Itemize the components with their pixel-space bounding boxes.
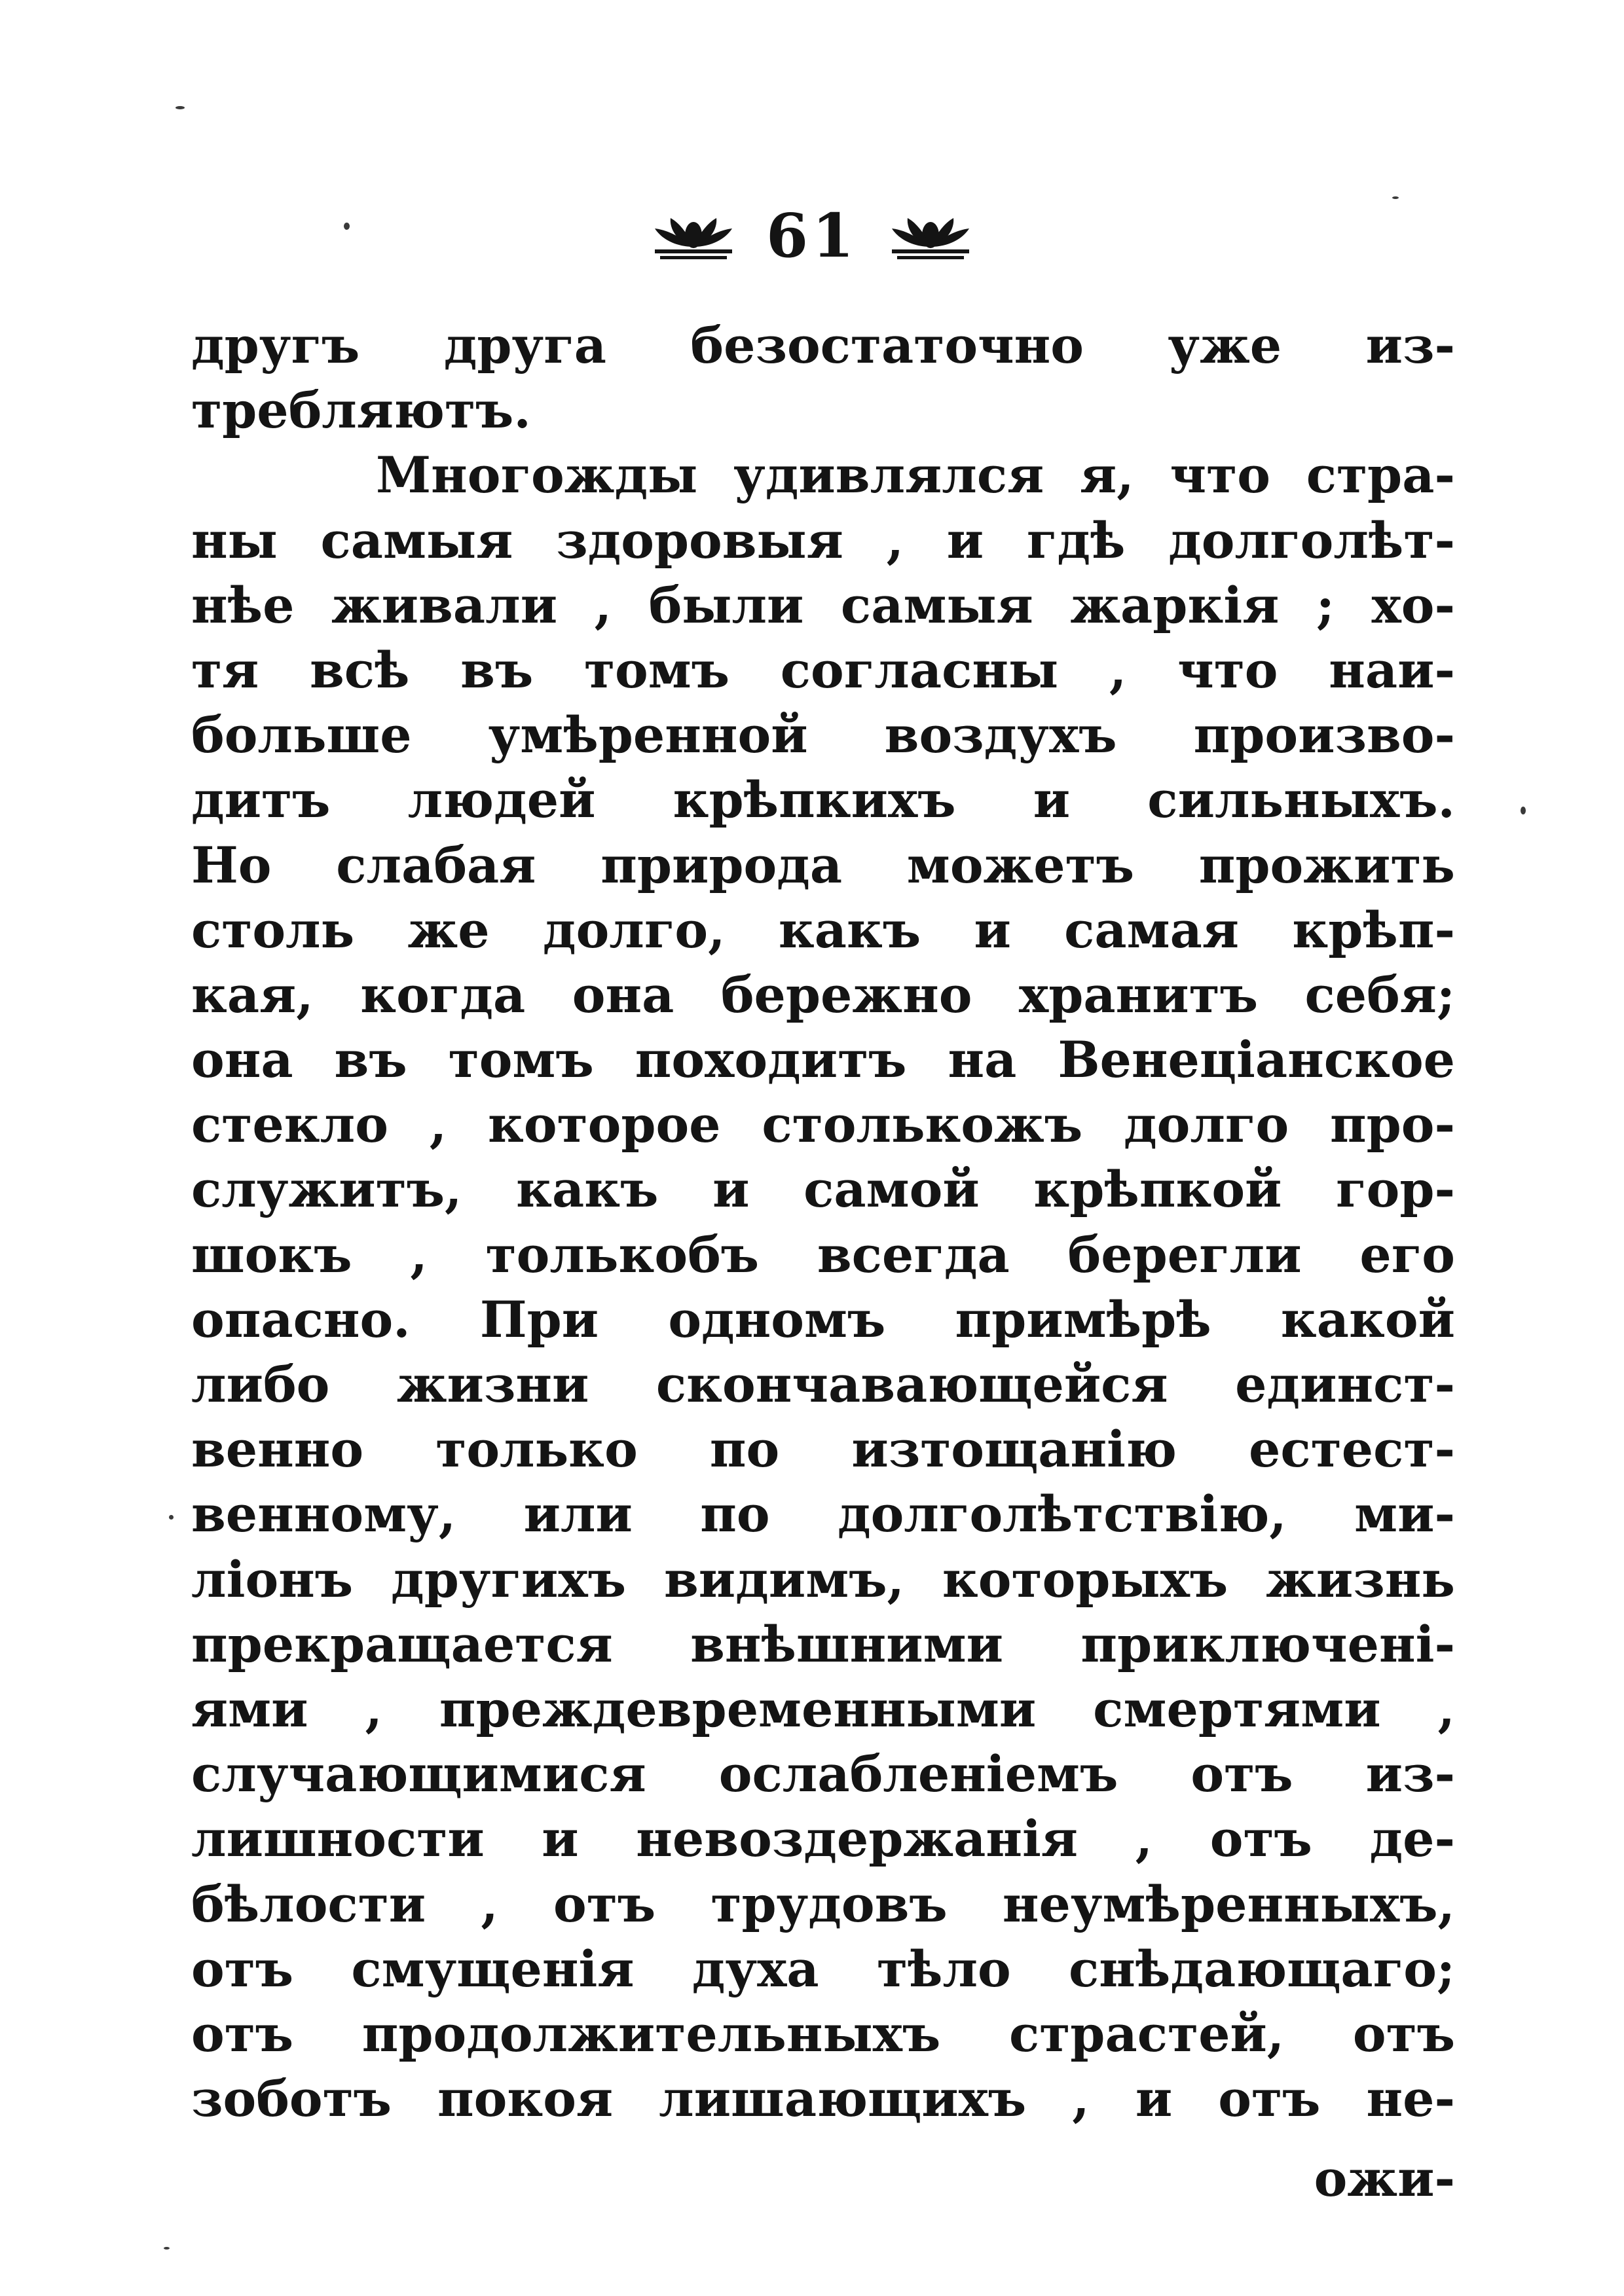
- text-line: ліонъ другихъ видимъ, которыхъ жизнь: [191, 1550, 1455, 1609]
- text-line: бѣлости , отъ трудовъ неумѣренныхъ,: [191, 1874, 1455, 1933]
- text-line: она въ томъ походитъ на Венеціанское: [191, 1030, 1455, 1089]
- text-line: венно только по изтощанію естест-: [191, 1420, 1455, 1479]
- paper-speck: [344, 223, 350, 230]
- text-line: больше умѣренной воздухъ произво-: [191, 706, 1455, 765]
- text-line: ны самыя здоровыя , и гдѣ долголѣт-: [191, 511, 1455, 570]
- text-line: стекло , которое столькожъ долго про-: [191, 1095, 1455, 1154]
- paper-speck: [169, 1515, 174, 1520]
- paper-speck: [175, 106, 185, 109]
- text-line: кая, когда она бережно хранитъ себя;: [191, 965, 1455, 1024]
- paper-speck: [1392, 196, 1399, 199]
- text-line: лишности и невоздержанія , отъ де-: [191, 1810, 1455, 1868]
- text-line: либо жизни скончавающейся единст-: [191, 1355, 1455, 1413]
- text-line: отъ продолжительныхъ страстей, отъ: [191, 2004, 1455, 2063]
- page-number: 61: [766, 200, 858, 271]
- paper-speck: [1521, 807, 1526, 814]
- text-line: Но слабая природа можетъ прожить: [191, 835, 1455, 894]
- text-line: ями , преждевременными смертями ,: [191, 1679, 1455, 1738]
- text-line: требляютъ.: [191, 381, 531, 440]
- catchword: ожи-: [1314, 2149, 1455, 2208]
- text-line: столь же долго, какъ и самая крѣп-: [191, 900, 1455, 959]
- text-line: тя всѣ въ томъ согласны , что наи-: [191, 640, 1455, 699]
- text-line: шокъ , толькобъ всегда берегли его: [191, 1225, 1455, 1284]
- text-line: прекращается внѣшними приключені-: [191, 1614, 1455, 1673]
- text-line: служитъ, какъ и самой крѣпкой гор-: [191, 1160, 1455, 1219]
- paper-speck: [164, 2247, 170, 2250]
- text-line: венному, или по долголѣтствію, ми-: [191, 1485, 1455, 1544]
- text-line: другъ друга безостаточно уже из-: [191, 316, 1455, 374]
- lotus-ornament-icon: [651, 209, 736, 263]
- lotus-ornament-icon: [888, 209, 973, 263]
- text-line: отъ смущенія духа тѣло снѣдающаго;: [191, 1939, 1455, 1998]
- text-line: случающимися ослабленіемъ отъ из-: [191, 1745, 1455, 1804]
- text-line: нѣе живали , были самыя жаркія ; хо-: [191, 575, 1455, 634]
- text-line: зоботъ покоя лишающихъ , и отъ не-: [191, 2069, 1455, 2128]
- body-text: [191, 313, 1455, 2131]
- text-line: опасно. При одномъ примѣрѣ какой: [191, 1290, 1455, 1349]
- text-line: дитъ людей крѣпкихъ и сильныхъ.: [191, 771, 1455, 829]
- page-header: [0, 196, 1624, 275]
- text-line: Многожды удивлялся я, что стра-: [376, 446, 1455, 505]
